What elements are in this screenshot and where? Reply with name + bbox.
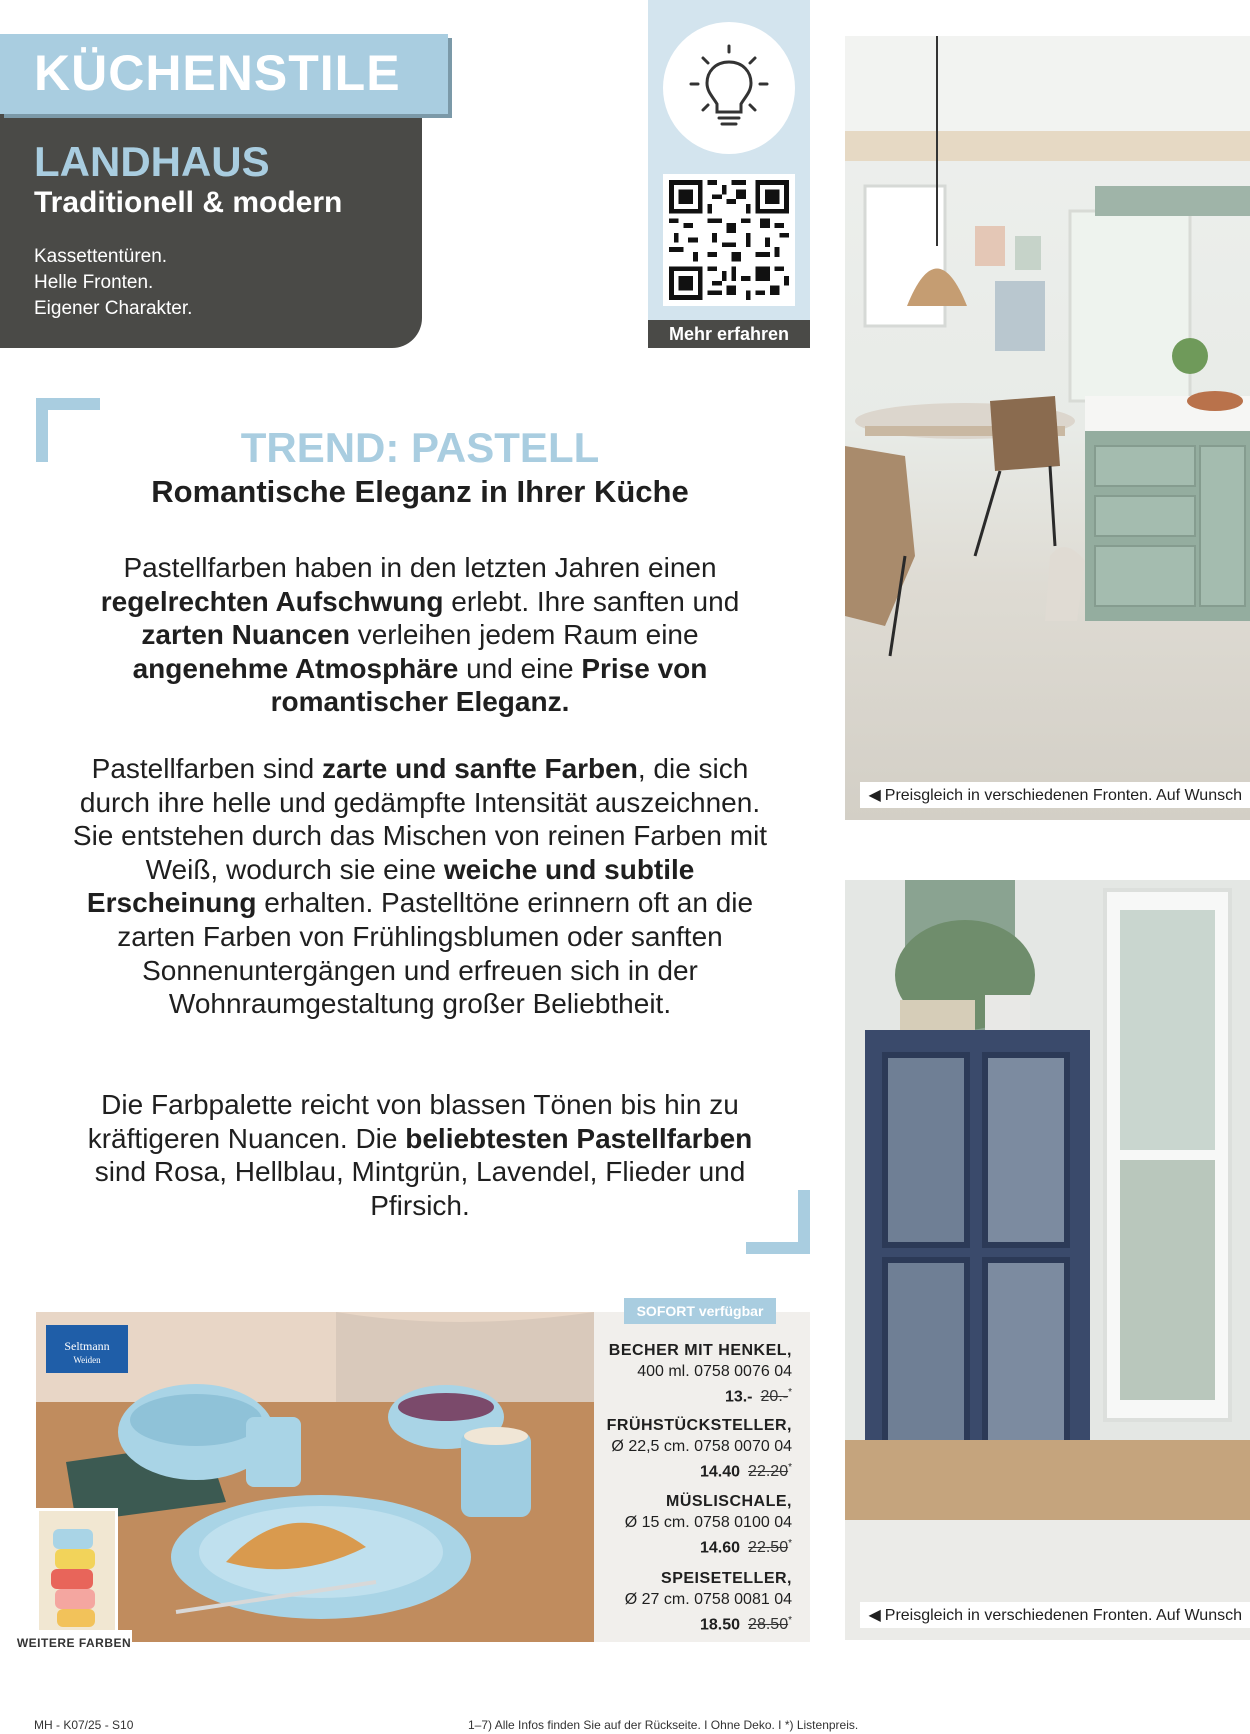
article-paragraph: Die Farbpalette reicht von blassen Tönen bis hin zu kräftigeren Nuancen. Die beliebtesten Pastellfarben sind Rosa, Hellblau, Mintgrün, Lavendel, Flieder und Pfirsich. <box>87 1089 753 1221</box>
list-price: 28.50 <box>748 1616 789 1634</box>
more-colors-label: WEITERE FARBEN <box>16 1630 132 1656</box>
color-variants-thumbnail[interactable] <box>36 1508 118 1638</box>
product-price: 14.40 <box>700 1463 741 1481</box>
photo-caption <box>860 1602 1250 1628</box>
footnote: 1–7) Alle Infos finden Sie auf der Rückseite. I Ohne Deko. I *) Listenpreis. <box>468 1718 859 1732</box>
style-name: LANDHAUS <box>34 138 270 185</box>
brand-logo: Seltmann Weiden <box>46 1325 128 1373</box>
product-price: 13.- <box>724 1388 753 1406</box>
arrow-left-icon: ◀ <box>868 1607 881 1624</box>
product-item: MÜSLISCHALE, Ø 15 cm. 0758 0100 04 14.60 22.50* <box>592 1491 792 1558</box>
product-name: FRÜHSTÜCKSTELLER, <box>606 1417 792 1434</box>
banner-title: KÜCHENSTILE <box>34 45 401 101</box>
product-name: MÜSLISCHALE, <box>666 1493 792 1510</box>
cabinet-photo-navy <box>845 880 1250 1640</box>
style-features <box>34 244 192 322</box>
product-item: SPEISETELLER, Ø 27 cm. 0758 0081 04 18.50 28.50* <box>592 1568 792 1635</box>
qr-code[interactable] <box>663 174 795 306</box>
product-detail: 400 ml. 0758 0076 04 <box>637 1363 792 1380</box>
caption-text: Preisgleich in verschiedenen Fronten. Auf Wunsch <box>884 1607 1242 1624</box>
list-price: 22.20 <box>748 1463 789 1481</box>
article-title: TREND: PASTELL <box>240 424 600 471</box>
photo-caption <box>860 782 1250 808</box>
kitchen-photo-pastel <box>845 36 1250 820</box>
style-feature: Helle Fronten. <box>34 272 154 293</box>
article-paragraph: Pastellfarben sind zarte und sanfte Farben, die sich durch ihre helle und gedämpfte Intensität auszeichnen. Sie entstehen durch das Mischen von reinen Farben mit Weiß, wodurch sie eine weiche und subtile Erscheinung erhalten. Pastelltöne erinnern oft an die zarten Farben von Frühlingsblumen oder sanften Sonnenuntergängen und erfreuen sich in der Wohnraumgestaltung großer Beliebtheit. <box>72 753 768 1020</box>
availability-badge: SOFORT verfügbar <box>624 1298 776 1324</box>
product-name: BECHER MIT HENKEL, <box>608 1342 792 1359</box>
list-price: 22.50 <box>748 1539 789 1557</box>
article-paragraph: Pastellfarben haben in den letzten Jahren einen regelrechten Aufschwung erlebt. Ihre sanften und zarten Nuancen verleihen jedem Raum eine angenehme Atmosphäre und eine Prise von romantischer Eleganz. <box>100 552 740 718</box>
list-price: 20.- <box>760 1388 789 1406</box>
product-name: SPEISETELLER, <box>661 1570 792 1587</box>
lightbulb-icon <box>663 22 795 154</box>
product-detail: Ø 22,5 cm. 0758 0070 04 <box>611 1438 792 1455</box>
style-subtitle: Traditionell & modern <box>34 186 343 219</box>
product-item: BECHER MIT HENKEL, 400 ml. 0758 0076 04 13.- 20.-* <box>592 1340 792 1407</box>
page-code: MH - K07/25 - S10 <box>34 1718 134 1732</box>
article-subtitle: Romantische Eleganz in Ihrer Küche <box>151 474 689 509</box>
product-price: 14.60 <box>700 1539 741 1557</box>
style-feature: Eigener Charakter. <box>34 298 193 319</box>
arrow-left-icon: ◀ <box>868 787 881 804</box>
style-feature: Kassettentüren. <box>34 246 168 267</box>
product-detail: Ø 15 cm. 0758 0100 04 <box>624 1514 792 1531</box>
product-price: 18.50 <box>700 1616 741 1634</box>
learn-more-button[interactable]: Mehr erfahren <box>648 320 810 348</box>
caption-text: Preisgleich in verschiedenen Fronten. Auf Wunsch <box>884 787 1242 804</box>
product-item: FRÜHSTÜCKSTELLER, Ø 22,5 cm. 0758 0070 04 14.40 22.20* <box>592 1415 792 1482</box>
product-detail: Ø 27 cm. 0758 0081 04 <box>624 1591 792 1608</box>
